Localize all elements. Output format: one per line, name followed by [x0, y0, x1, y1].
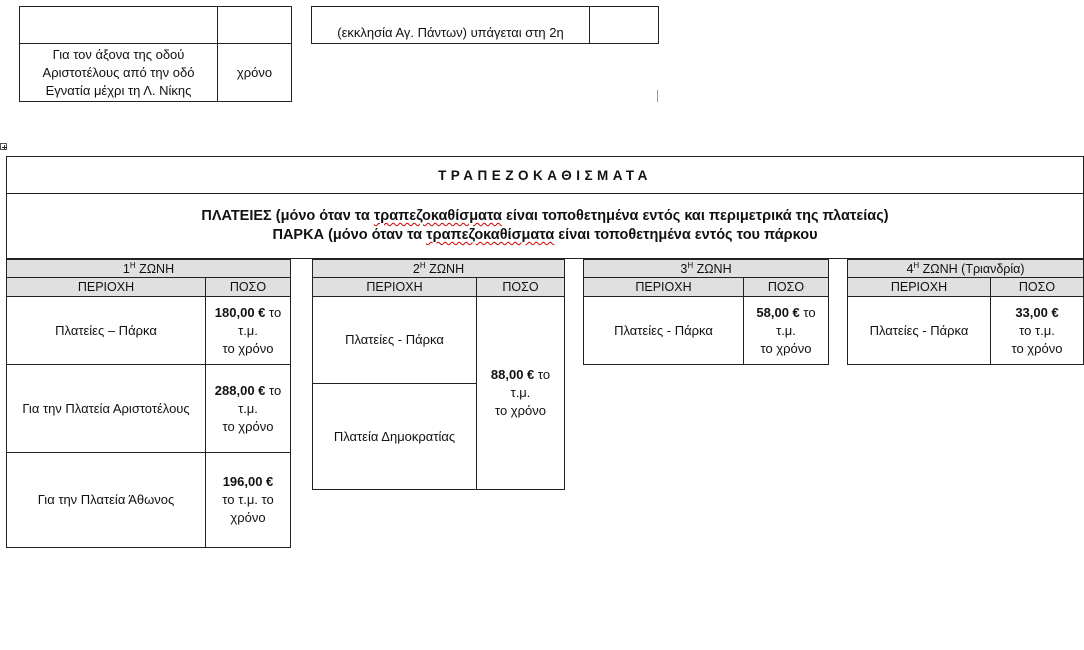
- zone-4-row-1-price: 33,00 € το τ.μ. το χρόνο: [990, 296, 1084, 365]
- top-left-cell-text: Για τον άξονα της οδού Αριστοτέλους από την οδό Εγνατία μέχρι τη Λ. Νίκης: [42, 46, 195, 98]
- cursor-mark: [657, 90, 658, 102]
- subtitle-line-2: [272, 226, 817, 245]
- top-left-cell: [19, 43, 218, 102]
- zone-1-row-2-area: Για την Πλατεία Αριστοτέλους: [6, 364, 206, 453]
- subtitle-line-1-post: είναι τοποθετημένα εντός και περιμετρικά της πλατείας): [501, 208, 889, 224]
- subtitle-line-1-pre: ΠΛΑΤΕΙΕΣ (μόνο όταν τα: [201, 208, 374, 224]
- zone-1-col-price: ΠΟΣΟ: [205, 277, 291, 297]
- zone-3-row-1-area: Πλατείες - Πάρκα: [583, 296, 744, 365]
- zone-1-row-1-area: Πλατείες – Πάρκα: [6, 296, 206, 365]
- zone-1-title-text: $1^H$ ΖΩΝΗ: [122, 260, 175, 277]
- zone-2-title: [312, 259, 565, 278]
- subtitle-line-2-pre: ΠΑΡΚΑ (μόνο όταν τα: [272, 227, 427, 243]
- top-right-cell: [217, 43, 292, 102]
- zone-3-col-price: ΠΟΣΟ: [743, 277, 829, 297]
- subtitle-box: [6, 193, 1084, 259]
- zone-4-col-area: ΠΕΡΙΟΧΗ: [847, 277, 991, 297]
- zone-3-title-text: $3^H$ ΖΩΝΗ: [680, 260, 732, 277]
- top-middle-right-cell: [589, 6, 659, 44]
- zone-1-row-1-price: 180,00 € το τ.μ. το χρόνο: [205, 296, 291, 365]
- title-text: ΤΡΑΠΕΖΟΚΑΘΙΣΜΑΤΑ: [438, 167, 652, 183]
- subtitle-line-2-word: τραπεζοκαθίσματα: [426, 227, 555, 243]
- zone-2-col-area: ΠΕΡΙΟΧΗ: [312, 277, 477, 297]
- top-middle-cell: [311, 6, 590, 44]
- zone-3-col-area: ΠΕΡΙΟΧΗ: [583, 277, 744, 297]
- zone-2-row-1-area: Πλατείες - Πάρκα: [312, 296, 477, 384]
- zone-2-title-text: $2^H$ ΖΩΝΗ: [412, 260, 465, 277]
- zone-2-row-2-area: Πλατεία Δημοκρατίας: [312, 383, 477, 490]
- subtitle-line-1-word: τραπεζοκαθίσματα: [373, 208, 502, 224]
- zone-2-price: 88,00 € το τ.μ. το χρόνο: [476, 296, 565, 490]
- top-right-cell-empty: [217, 6, 292, 44]
- subtitle-line-1: [201, 207, 888, 226]
- zone-2-col-price: ΠΟΣΟ: [476, 277, 565, 297]
- zone-1-row-3-area: Για την Πλατεία Άθωνος: [6, 452, 206, 548]
- top-left-cell-empty: [19, 6, 218, 44]
- zone-1-row-3-price: 196,00 € το τ.μ. το χρόνο: [205, 452, 291, 548]
- zone-3-title: [583, 259, 829, 278]
- table-move-handle-icon[interactable]: [0, 143, 7, 150]
- zone-1-row-2-price: 288,00 € το τ.μ. το χρόνο: [205, 364, 291, 453]
- zone-4-title-text: $4^H$ ΖΩΝΗ (Τριανδρία): [906, 260, 1025, 277]
- zone-4-col-price: ΠΟΣΟ: [990, 277, 1084, 297]
- zone-1-title: [6, 259, 291, 278]
- zone-1-col-area: ΠΕΡΙΟΧΗ: [6, 277, 206, 297]
- top-right-cell-text: χρόνο: [236, 64, 273, 80]
- top-middle-cell-text: (εκκλησία Αγ. Πάντων) υπάγεται στη 2η: [337, 24, 564, 40]
- subtitle-line-2-post: είναι τοποθετημένα εντός του πάρκου: [554, 227, 818, 243]
- zone-4-row-1-area: Πλατείες - Πάρκα: [847, 296, 991, 365]
- zone-3-row-1-price: 58,00 € το τ.μ. το χρόνο: [743, 296, 829, 365]
- page-title: [6, 156, 1084, 194]
- zone-4-title: [847, 259, 1084, 278]
